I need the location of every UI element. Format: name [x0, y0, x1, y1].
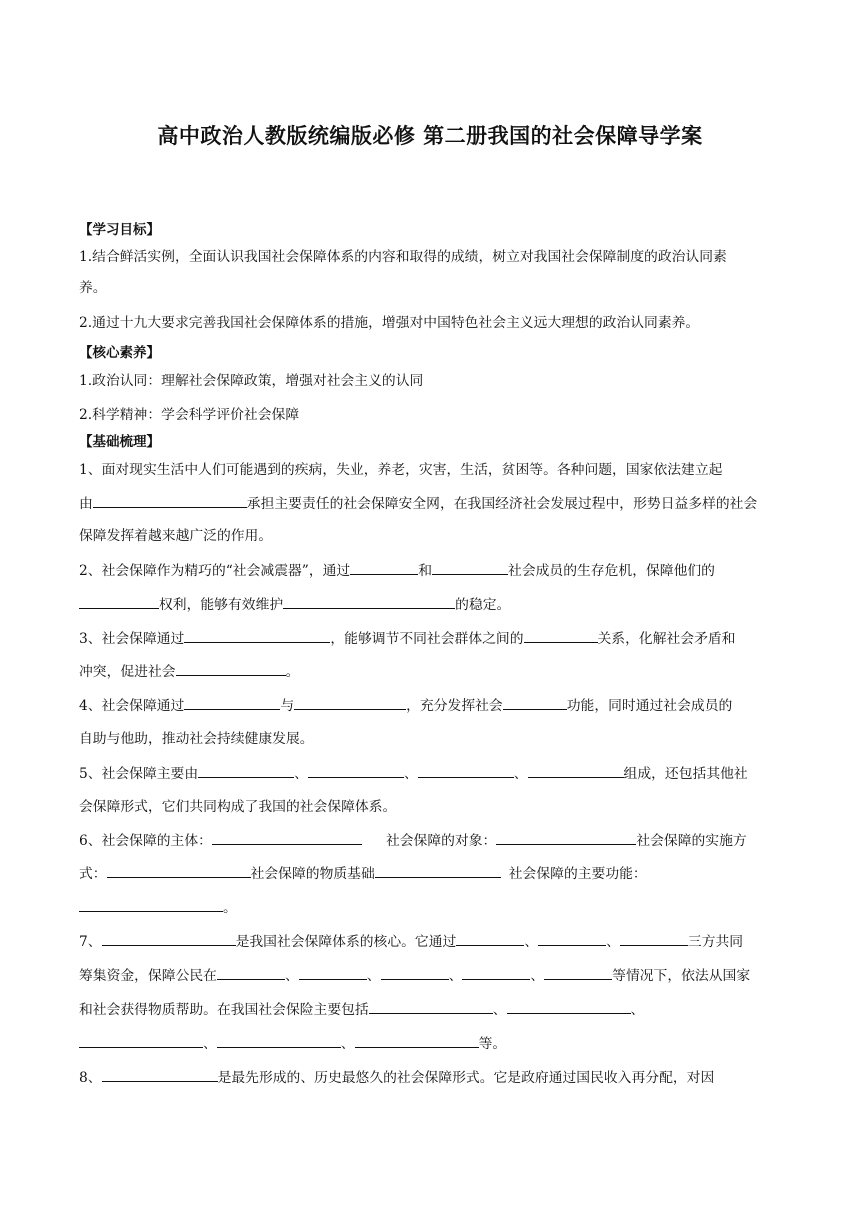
- fill-blank: [79, 594, 159, 609]
- question-1-line-1: 1、面对现实生活中人们可能遇到的疾病，失业，养老，灾害，生活，贫困等。各种问题，国家依法建立起: [79, 462, 723, 478]
- fill-blank: [308, 763, 404, 778]
- fill-blank: [184, 695, 280, 710]
- goal-1-line-2: 养。: [79, 280, 107, 296]
- page-title: 高中政治人教版统编版必修 第二册我国的社会保障导学案: [157, 124, 703, 148]
- question-4-line-2: 自助与他助，推动社会持续健康发展。: [79, 731, 314, 747]
- question-6-line-1: 6、社会保障的主体： 社会保障的对象： 社会保障的实施方: [79, 829, 747, 849]
- fill-blank: [198, 763, 294, 778]
- fill-blank: [496, 830, 636, 845]
- goal-1-line-1: 1.结合鲜活实例，全面认识我国社会保障体系的内容和取得的成绩，树立对我国社会保障制度的政治认同素: [79, 249, 727, 265]
- fill-blank: [369, 999, 493, 1014]
- question-2-line-1: 2、社会保障作为精巧的“社会减震器”，通过 和 社会成员的生存危机，保障他们的: [79, 559, 715, 579]
- fill-blank: [93, 493, 247, 508]
- fill-blank: [432, 560, 508, 575]
- fill-blank: [102, 1067, 218, 1082]
- question-3-line-1: 3、社会保障通过 ，能够调节不同社会群体之间的 关系，化解社会矛盾和: [79, 627, 735, 647]
- question-5-line-2: 会保障形式，它们共同构成了我国的社会保障体系。: [79, 799, 397, 815]
- fill-blank: [620, 931, 688, 946]
- fill-blank: [507, 999, 631, 1014]
- fill-blank: [79, 1033, 203, 1048]
- question-6-line-2: 式： 社会保障的物质基础 社会保障的主要功能：: [79, 862, 647, 882]
- question-8-line-1: 8、 是最先形成的、历史最悠久的社会保障形式。它是政府通过国民收入再分配，对因: [79, 1066, 714, 1086]
- goal-2: 2.通过十九大要求完善我国社会保障体系的措施，增强对中国特色社会主义远大理想的政治认同素养。: [79, 315, 700, 331]
- question-1-line-2: 由 承担主要责任的社会保障安全网，在我国经济社会发展过程中，形势日益多样的社会: [79, 492, 757, 512]
- fill-blank: [538, 931, 606, 946]
- question-4-line-1: 4、社会保障通过 与 ，充分发挥社会 功能，同时通过社会成员的: [79, 694, 732, 714]
- question-1-line-3: 保障发挥着越来越广泛的作用。: [79, 528, 273, 544]
- fill-blank: [184, 628, 330, 643]
- question-7-line-4: 、 、 等。: [79, 1032, 506, 1052]
- fill-blank: [102, 931, 236, 946]
- fill-blank: [375, 863, 501, 878]
- fill-blank: [217, 1033, 341, 1048]
- basics-heading: 【基础梳理】: [79, 434, 160, 450]
- fill-blank: [528, 763, 624, 778]
- fill-blank: [524, 628, 598, 643]
- fill-blank: [544, 965, 612, 980]
- question-5-line-1: 5、社会保障主要由 、 、 、 组成，还包括其他社: [79, 762, 748, 782]
- fill-blank: [350, 560, 418, 575]
- fill-blank: [107, 863, 251, 878]
- goals-heading: 【学习目标】: [79, 222, 160, 238]
- fill-blank: [462, 965, 530, 980]
- fill-blank: [294, 695, 406, 710]
- fill-blank: [503, 695, 567, 710]
- question-6-line-3: 。: [79, 896, 237, 916]
- fill-blank: [176, 661, 286, 676]
- core-2: 2.科学精神：学会科学评价社会保障: [79, 407, 300, 423]
- question-7-line-2: 筹集资金，保障公民在 、 、 、 、 等情况下，依法从国家: [79, 964, 750, 984]
- question-7-line-3: 和社会获得物质帮助。在我国社会保险主要包括 、 、: [79, 998, 644, 1018]
- fill-blank: [283, 594, 455, 609]
- question-3-line-2: 冲突，促进社会 。: [79, 660, 299, 680]
- fill-blank: [212, 830, 362, 845]
- fill-blank: [299, 965, 367, 980]
- core-1: 1.政治认同：理解社会保障政策，增强对社会主义的认同: [79, 373, 424, 389]
- question-2-line-2: 权利，能够有效维护 的稳定。: [79, 593, 510, 613]
- fill-blank: [381, 965, 449, 980]
- fill-blank: [418, 763, 514, 778]
- fill-blank: [456, 931, 524, 946]
- fill-blank: [79, 897, 223, 912]
- fill-blank: [217, 965, 285, 980]
- question-7-line-1: 7、 是我国社会保障体系的核心。它通过 、 、 三方共同: [79, 930, 743, 950]
- fill-blank: [355, 1033, 479, 1048]
- core-heading: 【核心素养】: [79, 345, 160, 361]
